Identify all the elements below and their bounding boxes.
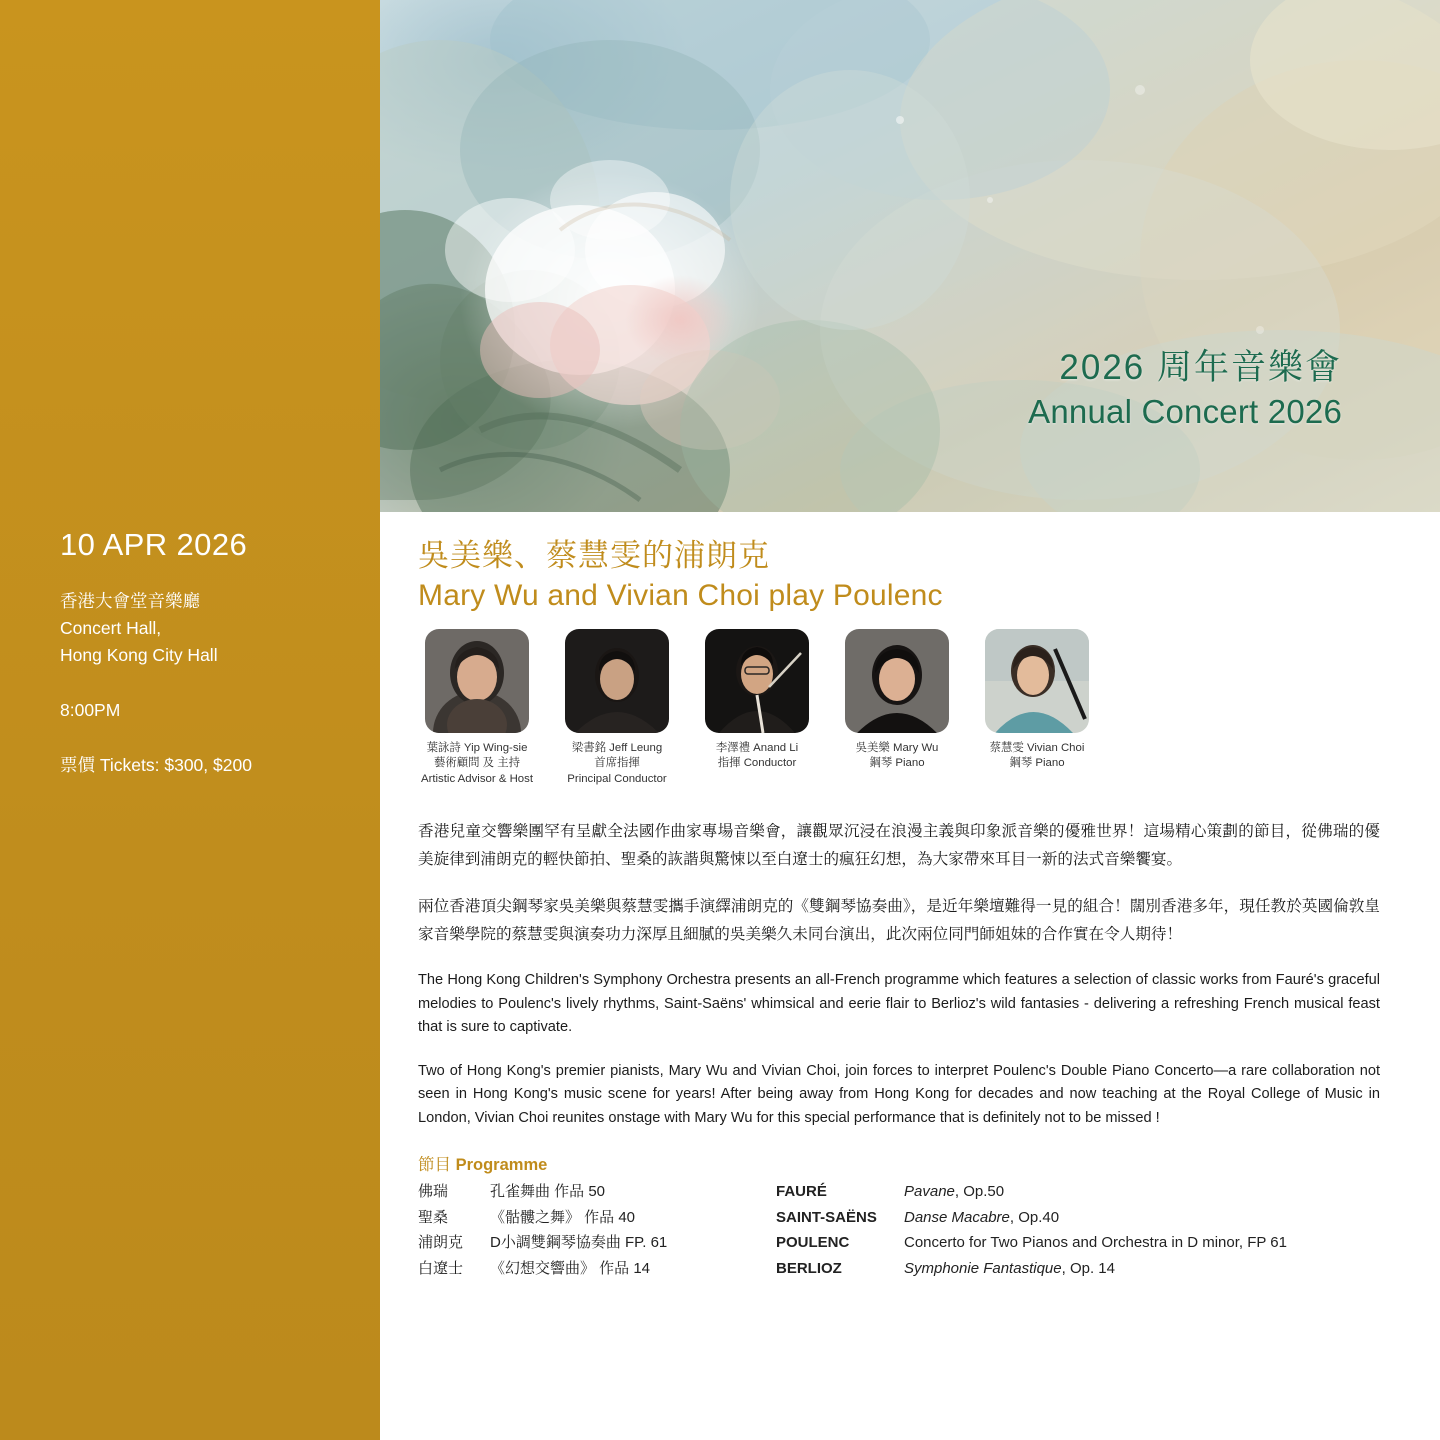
artist-name: 葉詠詩 Yip Wing-sie [426, 741, 528, 754]
artist-card [978, 629, 1096, 788]
avatar [705, 629, 809, 733]
programme-composer-en: POULENC [776, 1234, 850, 1252]
artist-name: 梁書銘 Jeff Leung [571, 741, 663, 754]
programme-heading-en: Programme [455, 1155, 548, 1174]
programme-work-opus: , Op.40 [1009, 1208, 1060, 1226]
programme-work-title: Symphonie Fantastique [904, 1260, 1062, 1278]
paragraph-zh-1: 香港兒童交響樂團罕有呈獻全法國作曲家專場音樂會，讓觀眾沉浸在浪漫主義與印象派音樂的優雅世界！這場精心策劃的節目，從佛瑞的優美旋律到浦朗克的輕快節拍、聖桑的詼諧與驚悚以至白遼士的瘋狂幻想，為大家帶來耳目一新的法式音樂饗宴。 [418, 822, 1380, 868]
hero-title-en: Annual Concert 2026 [1028, 393, 1342, 431]
artist-card [558, 629, 676, 788]
venue-block [60, 588, 360, 669]
programme-work-zh: 《骷髏之舞》 作品 40 [490, 1208, 636, 1226]
artist-name: 李澤禮 Anand Li [715, 741, 799, 754]
avatar [845, 629, 949, 733]
artist-caption [418, 741, 536, 788]
concert-title-en: Mary Wu and Vivian Choi play Poulenc [418, 578, 943, 612]
venue-name-en-line1: Concert Hall, [60, 618, 162, 639]
concert-title-zh: 吳美樂、蔡慧雯的浦朗克 [418, 538, 770, 573]
concert-date: 10 APR 2026 [60, 527, 248, 562]
hero-title-zh: 2026 周年音樂會 [1059, 348, 1342, 387]
portrait-mary-wu [845, 629, 949, 733]
programme-composer-zh: 浦朗克 [418, 1234, 464, 1252]
artist-name: 吳美樂 Mary Wu [855, 741, 939, 754]
programme-heading-zh: 節目 [418, 1155, 451, 1174]
artist-caption [558, 741, 676, 788]
programme-work-zh: 《幻想交響曲》 作品 14 [490, 1260, 651, 1278]
programme-work-title: Danse Macabre [904, 1208, 1010, 1226]
programme-composer-en: FAURÉ [776, 1182, 827, 1200]
programme-composer-zh: 佛瑞 [418, 1182, 449, 1200]
programme-composer-en: SAINT-SAËNS [776, 1208, 877, 1226]
programme-table [418, 1179, 1380, 1282]
programme-work-en [904, 1256, 1380, 1282]
ticket-price: 票價 Tickets: $300, $200 [60, 754, 252, 775]
programme-work-opus: , Op.50 [954, 1182, 1005, 1200]
avatar [565, 629, 669, 733]
programme-work-en [904, 1179, 1380, 1205]
venue-name-zh: 香港大會堂音樂廳 [60, 591, 200, 612]
avatar [985, 629, 1089, 733]
programme-section [418, 1151, 1380, 1282]
artist-role-en: Artistic Advisor & Host [420, 773, 534, 786]
programme-work-zh: 孔雀舞曲 作品 50 [490, 1182, 606, 1200]
artist-card [418, 629, 536, 788]
artist-caption [698, 741, 816, 772]
programme-work-en [904, 1205, 1380, 1231]
portrait-jeff-leung [565, 629, 669, 733]
programme-work-zh: D小調雙鋼琴協奏曲 FP. 61 [490, 1234, 668, 1252]
artist-caption [978, 741, 1096, 772]
venue-name-en-line2: Hong Kong City Hall [60, 645, 218, 666]
artist-caption [838, 741, 956, 772]
hero-painting-svg [380, 0, 1440, 512]
artist-role-en: Principal Conductor [567, 773, 667, 786]
programme-work-opus: , Op. 14 [1061, 1260, 1115, 1278]
programme-work-opus: Concerto for Two Pianos and Orchestra in D minor, FP 61 [904, 1234, 1287, 1252]
artist-role-zh: 藝術顧問 及 主持 [433, 757, 521, 770]
artist-role-zh: 首席指揮 [594, 757, 640, 770]
programme-work-title: Pavane [904, 1182, 955, 1200]
programme-composer-zh: 聖桑 [418, 1208, 449, 1226]
hero-artwork [380, 0, 1440, 512]
artist-list [418, 629, 1380, 788]
avatar [425, 629, 529, 733]
hero-title [1028, 344, 1342, 434]
artist-role-zh: 鋼琴 Piano [869, 757, 925, 770]
paragraph-en-2: Two of Hong Kong's premier pianists, Mary Wu and Vivian Choi, join forces to interpret Poulenc's Double Piano Concerto—a rare collaboration not seen in Hong Kong's music scene for years! After being away from Hong Kong for decades and now teaching at the Royal College of Music in London, Vivian Choi reunites onstage with Mary Wu for this special performance that is definitely not to be missed ! [418, 1062, 1380, 1127]
artist-card [698, 629, 816, 788]
portrait-yip-wing-sie [425, 629, 529, 733]
portrait-vivian-choi [985, 629, 1089, 733]
main-content [418, 536, 1380, 1282]
paragraph-en-1: The Hong Kong Children's Symphony Orchestra presents an all-French programme which features a selection of classic works from Fauré's graceful melodies to Poulenc's lively rhythms, Saint-Saëns' whimsical and eerie flair to Berlioz's wild fantasies - delivering a refreshing French musical feast that is sure to captivate. [418, 971, 1380, 1036]
artist-role-zh: 鋼琴 Piano [1009, 757, 1065, 770]
programme-heading [418, 1151, 1380, 1175]
portrait-anand-li [705, 629, 809, 733]
programme-work-en [904, 1230, 1380, 1256]
programme-composer-en: BERLIOZ [776, 1260, 842, 1278]
paragraph-zh-2: 兩位香港頂尖鋼琴家吳美樂與蔡慧雯攜手演繹浦朗克的《雙鋼琴協奏曲》，是近年樂壇難得一見的組合！闊別香港多年，現任教於英國倫敦皇家音樂學院的蔡慧雯與演奏功力深厚且細膩的吳美樂久未同台演出，此次兩位同門師姐妹的合作實在令人期待！ [418, 898, 1380, 944]
artist-card [838, 629, 956, 788]
artist-name: 蔡慧雯 Vivian Choi [989, 741, 1085, 754]
info-panel [0, 0, 380, 1440]
description-block [418, 818, 1380, 1131]
concert-time: 8:00PM [60, 700, 121, 721]
programme-composer-zh: 白遼士 [418, 1260, 464, 1278]
artist-role-zh: 指揮 Conductor [717, 757, 797, 770]
